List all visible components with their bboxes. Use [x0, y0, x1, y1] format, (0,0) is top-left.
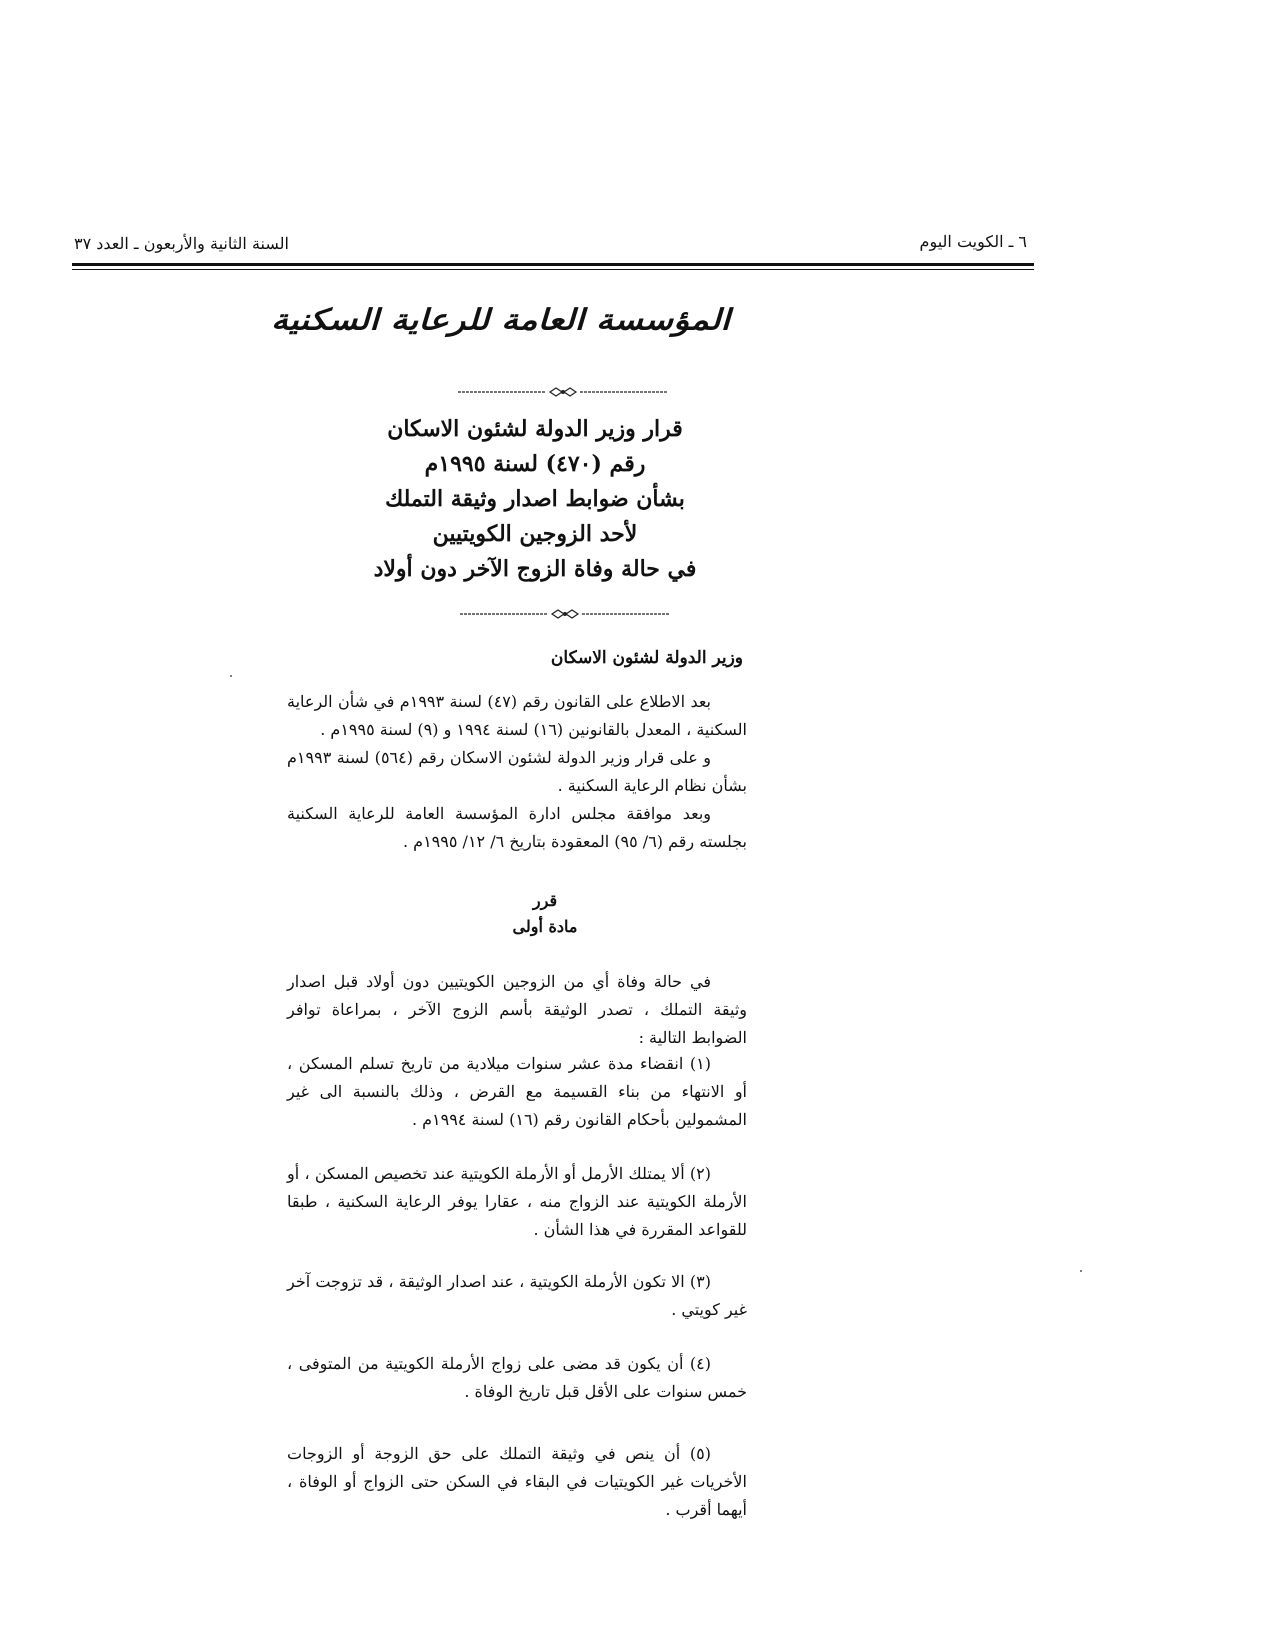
scan-speck — [230, 675, 232, 677]
decision-title-line: قرار وزير الدولة لشئون الاسكان — [387, 416, 683, 442]
condition-item — [287, 1268, 747, 1324]
condition-item — [287, 1160, 747, 1244]
ornament-divider-icon — [458, 386, 668, 398]
ornament-divider-icon — [460, 608, 670, 620]
decides-word: قرر — [532, 891, 558, 910]
page-reference: ٦ ـ الكويت اليوم — [919, 232, 1027, 251]
publisher-calligraphy-heading: المؤسسة العامة للرعاية السكنية — [271, 303, 730, 337]
scan-speck — [1080, 1270, 1082, 1272]
header-rule-thick — [72, 263, 1034, 266]
article-heading: مادة أولى — [512, 917, 578, 936]
decision-title-line: لأحد الزوجين الكويتيين — [432, 521, 638, 547]
preamble-paragraph: وبعد موافقة مجلس ادارة المؤسسة العامة للرعاية السكنية بجلسته رقم (٦/ ٩٥) المعقودة بتاريخ ٦/ ١٢/ ١٩٩٥م . — [287, 804, 747, 851]
header-rule-thin — [72, 269, 1034, 270]
condition-text: (٣) الا تكون الأرملة الكويتية ، عند اصدار الوثيقة ، قد تزوجت آخر غير كويتي . — [287, 1272, 747, 1319]
decision-title — [370, 412, 700, 587]
issue-reference: السنة الثانية والأربعون ـ العدد ٣٧ — [74, 234, 289, 253]
preamble-paragraph: و على قرار وزير الدولة لشئون الاسكان رقم (٥٦٤) لسنة ١٩٩٣م بشأن نظام الرعاية السكنية . — [287, 748, 747, 795]
preamble-paragraph: بعد الاطلاع على القانون رقم (٤٧) لسنة ١٩٩٣م في شأن الرعاية السكنية ، المعدل بالقانونين (١٦) لسنة ١٩٩٤ و (٩) لسنة ١٩٩٥م . — [287, 692, 747, 739]
decision-operative — [500, 888, 590, 940]
decision-title-line: رقم (٤٧٠) لسنة ١٩٩٥م — [424, 451, 646, 477]
condition-text: (٤) أن يكون قد مضى على زواج الأرملة الكويتية من المتوفى ، خمس سنوات على الأقل قبل تاريخ الوفاة . — [287, 1354, 747, 1401]
condition-item — [287, 1050, 747, 1134]
preamble — [287, 688, 747, 856]
issuer-line: وزير الدولة لشئون الاسكان — [550, 648, 743, 668]
condition-text: (٥) أن ينص في وثيقة التملك على حق الزوجة أو الزوجات الأخريات غير الكويتيات في البقاء في السكن حتى الزواج أو الوفاة ، أيهما أقرب . — [287, 1444, 747, 1519]
decision-title-line: في حالة وفاة الزوج الآخر دون أولاد — [373, 556, 697, 582]
condition-text: (١) انقضاء مدة عشر سنوات ميلادية من تاريخ تسلم المسكن ، أو الانتهاء من بناء القسيمة مع القرض ، وذلك بالنسبة الى غير المشمولين بأحكام القانون رقم (١٦) لسنة ١٩٩٤م . — [287, 1054, 747, 1129]
condition-item — [287, 1440, 747, 1524]
condition-text: (٢) ألا يمتلك الأرمل أو الأرملة الكويتية عند تخصيص المسكن ، أو الأرملة الكويتية عند الزواج منه ، عقارا يوفر الرعاية السكنية ، طبقا للقواعد المقررة في هذا الشأن . — [287, 1164, 748, 1239]
article-intro-text: في حالة وفاة أي من الزوجين الكويتيين دون أولاد قبل اصدار وثيقة التملك ، تصدر الوثيقة بأسم الزوج الآخر ، بمراعاة توافر الضوابط التالية : — [287, 972, 747, 1047]
decision-title-line: بشأن ضوابط اصدار وثيقة التملك — [385, 486, 685, 512]
article-intro — [287, 968, 747, 1052]
condition-item — [287, 1350, 747, 1406]
